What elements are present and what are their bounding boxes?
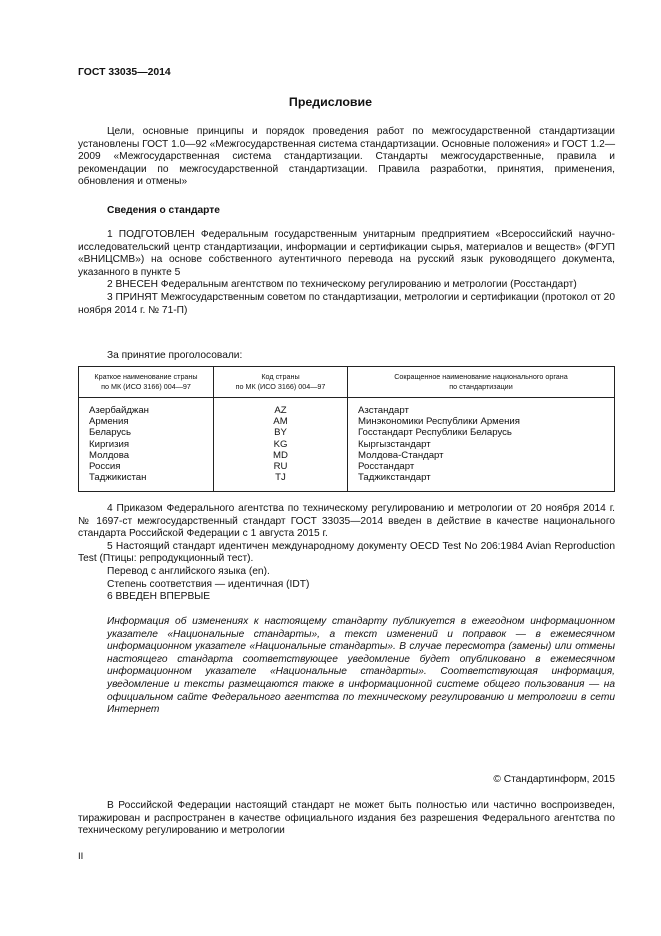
about-item-3: 3 ПРИНЯТ Межгосударственным советом по стандартизации, метрологии и сертификации (протокол от 20 ноября 2014 г. № 71-П) <box>78 291 615 316</box>
table-row <box>79 427 615 438</box>
changes-info-notice <box>107 616 615 717</box>
reproduction-notice <box>78 800 615 838</box>
header-line: по МК (ИСО 3166) 004—97 <box>101 382 191 391</box>
body-cell: Азстандарт <box>348 405 615 416</box>
code-cell: KG <box>214 439 348 450</box>
body-cell: Минэкономики Республики Армения <box>348 416 615 427</box>
table-row <box>79 472 615 492</box>
table-spacer-row <box>79 398 615 406</box>
table-header-row <box>79 367 615 398</box>
header-line: Сокращенное наименование национального органа <box>394 372 568 381</box>
intro-paragraph: Цели, основные принципы и порядок проведения работ по межгосударственной стандартизации установлены ГОСТ 1.0—92 «Межгосударственная система стандартизации. Основные положения» и ГОСТ 1.2—2009 «Межгосударственная система стандартизации. Стандарты межгосударственные, правила и рекомендации по межгосударственной стандартизации. Правила разработки, принятия, применения, обновления и отмены» <box>78 126 616 188</box>
code-cell: MD <box>214 450 348 461</box>
header-line: Код страны <box>261 372 300 381</box>
voting-states-table <box>78 366 615 492</box>
table-row <box>79 461 615 472</box>
body-cell: Таджикстандарт <box>348 472 615 492</box>
header-country-code <box>214 367 348 398</box>
about-item-2: 2 ВНЕСЕН Федеральным агентством по техническому регулированию и метрологии (Росстандарт) <box>107 279 577 291</box>
header-line: по МК (ИСО 3166) 004—97 <box>235 382 326 391</box>
header-country-name <box>79 367 214 398</box>
header-line: Краткое наименование страны <box>94 372 198 381</box>
table-row <box>79 405 615 416</box>
country-cell: Беларусь <box>79 427 214 438</box>
table-row <box>79 416 615 427</box>
reproduction-notice-text: В Российской Федерации настоящий стандарт не может быть полностью или частично воспроизведен, тиражирован и распространен в качестве официального издания без разрешения Федерального агентства по техническому регулированию и метрологии <box>78 800 615 837</box>
enactment-list <box>78 503 615 604</box>
identity-item-5: 5 Настоящий стандарт идентичен международному документу OECD Test No 206:1984 Avian Reproduction Test (Птицы: репродукционный тест). <box>78 540 615 565</box>
conformity-degree: Степень соответствия — идентичная (IDT) <box>107 578 310 590</box>
code-cell: BY <box>214 427 348 438</box>
code-cell: TJ <box>214 472 348 492</box>
document-code-header: ГОСТ 33035—2014 <box>78 67 171 78</box>
about-standard-heading: Сведения о стандарте <box>107 205 220 216</box>
translation-note: Перевод с английского языка (en). <box>107 565 270 577</box>
page-title: Предисловие <box>288 95 373 109</box>
body-cell: Росстандарт <box>348 461 615 472</box>
code-cell: AZ <box>214 405 348 416</box>
table-row <box>79 450 615 461</box>
code-cell: AM <box>214 416 348 427</box>
table-row <box>79 439 615 450</box>
copyright-line: © Стандартинформ, 2015 <box>493 774 615 785</box>
page-number: II <box>78 851 84 862</box>
changes-info-text: Информация об изменениях к настоящему стандарту публикуется в ежегодном информационном указателе «Национальные стандарты», а текст изменений и поправок — в ежемесячном информационном указателе «Национальные стандарты». В случае пересмотра (замены) или отмены настоящего стандарта соответствующее уведомление будет опубликовано в ежемесячном информационном указателе «Национальные стандарты». Соответствующая информация, уведомление и тексты размещаются также в информационной системе общего пользования — на официальном сайте Федерального агентства по техническому регулированию и метрологии в сети Интернет <box>107 616 615 716</box>
about-item-1: 1 ПОДГОТОВЛЕН Федеральным государственным унитарным предприятием «Всероссийский научно-исследовательский центр стандартизации, информации и сертификации сырья, материалов и веществ» (ФГУП «ВНИЦСМВ») на основе собственного аутентичного перевода на русский язык руководящего документа, указанного в пункте 5 <box>78 229 615 278</box>
header-line: по стандартизации <box>449 382 513 391</box>
intro-section <box>78 126 615 189</box>
country-cell: Россия <box>79 461 214 472</box>
country-cell: Азербайджан <box>79 405 214 416</box>
enactment-item-4: 4 Приказом Федерального агентства по техническому регулированию и метрологии от 20 ноября 2014 г. № 1697-ст межгосударственный стандарт ГОСТ 33035—2014 введен в действие в качестве национального стандарта Российской Федерации с 1 августа 2015 г. <box>78 503 615 540</box>
body-cell: Госстандарт Республики Беларусь <box>348 427 615 438</box>
country-cell: Киргизия <box>79 439 214 450</box>
country-cell: Таджикистан <box>79 472 214 492</box>
country-cell: Молдова <box>79 450 214 461</box>
body-cell: Кыргызстандарт <box>348 439 615 450</box>
code-cell: RU <box>214 461 348 472</box>
about-standard-list <box>78 229 615 317</box>
body-cell: Молдова-Стандарт <box>348 450 615 461</box>
header-national-body <box>348 367 615 398</box>
voted-label: За принятие проголосовали: <box>107 350 243 361</box>
country-cell: Армения <box>79 416 214 427</box>
introduced-item-6: 6 ВВЕДЕН ВПЕРВЫЕ <box>107 591 211 603</box>
